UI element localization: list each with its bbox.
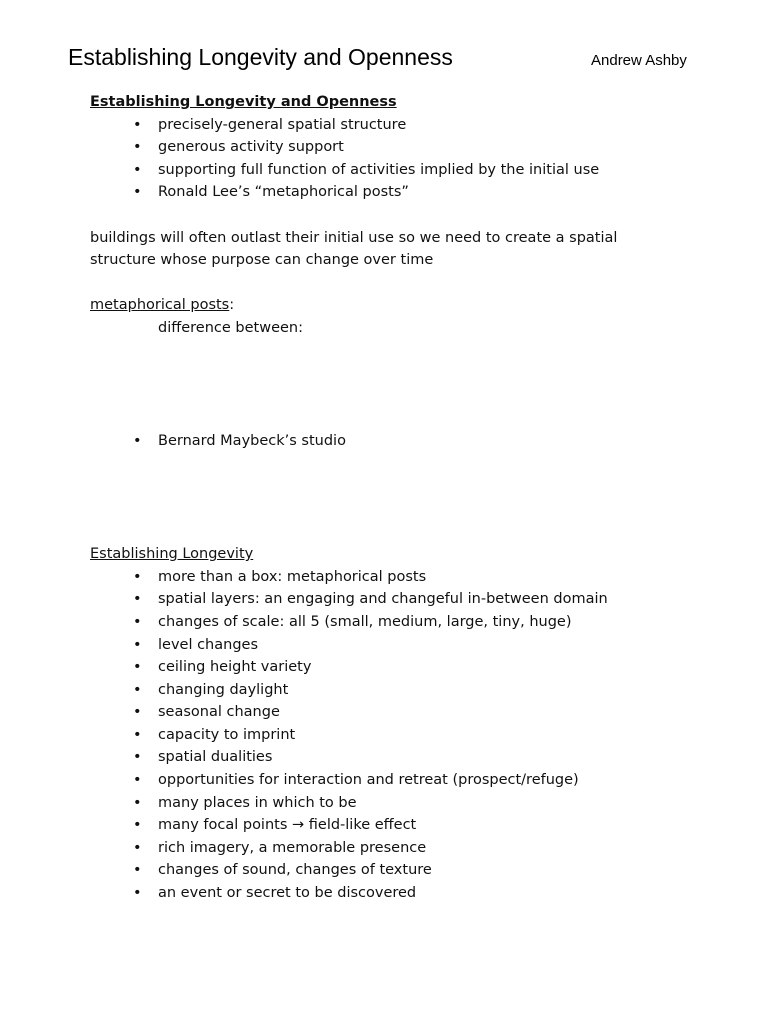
bullet-icon: • — [133, 116, 142, 133]
list-item: • changing daylight — [90, 679, 710, 702]
list-item: • Bernard Maybeck’s studio — [90, 430, 710, 453]
bullet-icon: • — [133, 772, 142, 789]
list-item: • ceiling height variety — [90, 656, 710, 679]
list-item: • precisely-general spatial structure — [90, 114, 710, 137]
section1-bullet-list — [90, 114, 710, 204]
document-body — [90, 91, 710, 905]
bullet-icon: • — [133, 817, 142, 834]
section-heading-metaphorical-posts: metaphorical posts: — [90, 297, 235, 314]
list-item: • changes of sound, changes of texture — [90, 859, 710, 882]
section2-bullet-list — [90, 430, 710, 453]
list-item: • seasonal change — [90, 701, 710, 724]
list-item: • capacity to imprint — [90, 724, 710, 747]
document-author: Andrew Ashby — [591, 52, 687, 69]
bullet-icon: • — [133, 432, 142, 449]
document-title: Establishing Longevity and Openness — [68, 44, 453, 70]
body-paragraph — [90, 227, 710, 272]
list-item: • an event or secret to be discovered — [90, 882, 710, 905]
indented-text: difference between: — [158, 319, 303, 336]
list-item: • many places in which to be — [90, 792, 710, 815]
section-heading-establishing-longevity: Establishing Longevity — [90, 546, 254, 563]
bullet-icon: • — [133, 839, 142, 856]
bullet-icon: • — [133, 591, 142, 608]
list-item: • level changes — [90, 634, 710, 657]
bullet-icon: • — [133, 794, 142, 811]
bullet-icon: • — [133, 139, 142, 156]
list-item: • changes of scale: all 5 (small, medium, large, tiny, huge) — [90, 611, 710, 634]
section3-bullet-list — [90, 566, 710, 905]
list-item: • spatial dualities — [90, 746, 710, 769]
bullet-icon: • — [133, 568, 142, 585]
bullet-icon: • — [133, 681, 142, 698]
list-item: • supporting full function of activities implied by the initial use — [90, 159, 710, 182]
bullet-icon: • — [133, 726, 142, 743]
bullet-icon: • — [133, 636, 142, 653]
list-item: • Ronald Lee’s “metaphorical posts” — [90, 181, 710, 204]
section-heading-longevity-openness: Establishing Longevity and Openness — [90, 94, 397, 110]
bullet-icon: • — [133, 613, 142, 630]
bullet-icon: • — [133, 184, 142, 201]
bullet-icon: • — [133, 704, 142, 721]
list-item: • opportunities for interaction and retreat (prospect/refuge) — [90, 769, 710, 792]
bullet-icon: • — [133, 659, 142, 676]
list-item: • rich imagery, a memorable presence — [90, 837, 710, 860]
list-item: • generous activity support — [90, 136, 710, 159]
paragraph-line: structure whose purpose can change over time — [90, 252, 434, 269]
list-item: • many focal points → field-like effect — [90, 814, 710, 837]
bullet-icon: • — [133, 161, 142, 178]
bullet-icon: • — [133, 862, 142, 879]
bullet-icon: • — [133, 885, 142, 902]
paragraph-line: buildings will often outlast their initial use so we need to create a spatial — [90, 229, 618, 246]
bullet-icon: • — [133, 749, 142, 766]
list-item: • more than a box: metaphorical posts — [90, 566, 710, 589]
list-item: • spatial layers: an engaging and changeful in-between domain — [90, 588, 710, 611]
